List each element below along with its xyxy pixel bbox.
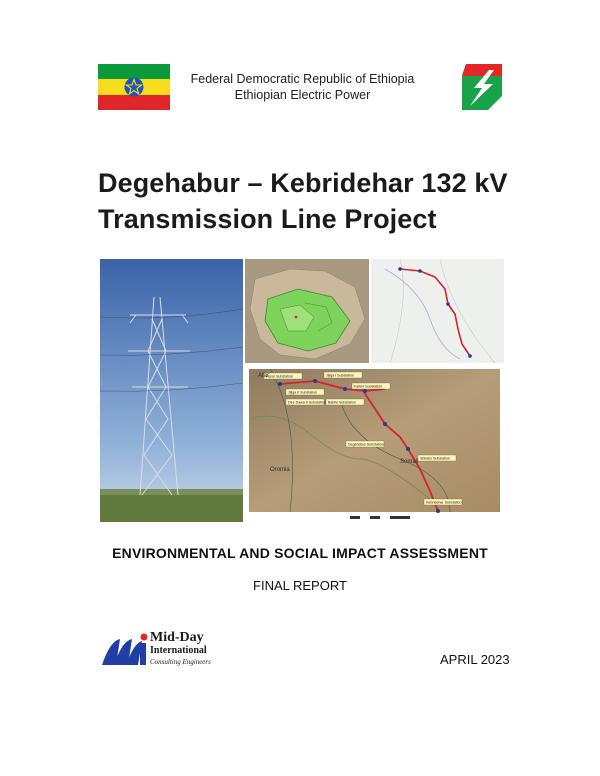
project-title: [98, 165, 518, 237]
substation-label: Babile Substation: [328, 400, 356, 405]
ethiopian-flag: [98, 64, 170, 110]
substation-label: Jijiga I Substation: [326, 373, 355, 378]
region-label: Somali: [400, 459, 419, 465]
header-agency: Ethiopian Electric Power: [234, 88, 371, 102]
star-emblem-icon: [124, 77, 144, 97]
header-institution: [180, 71, 425, 103]
substation-label: Dire Dawa II Substation: [288, 400, 326, 405]
substation-label: Kebridehar Substation: [426, 500, 462, 505]
substation-label: Jijiga II Substation: [288, 390, 318, 395]
substation-label: Degehabur Substation: [348, 442, 384, 447]
substation-label: Shilabo Substation: [420, 456, 450, 461]
consultant-name-line3: Consulting Engineers: [150, 658, 211, 666]
mid-day-logo-icon: [100, 629, 150, 673]
report-date: APRIL 2023: [440, 652, 510, 667]
project-title-line1: Degehabur – Kebridehar 132 kV: [98, 168, 508, 198]
project-title-line2: Transmission Line Project: [98, 204, 437, 234]
cover-collage: [100, 259, 504, 522]
route-overview-map: [371, 259, 504, 363]
transmission-tower-photo: [100, 259, 243, 522]
substation-label: Fafem Substation: [354, 384, 383, 389]
region-label: Afar: [258, 373, 270, 379]
consultant-name-line1: Mid-Day: [150, 630, 204, 645]
header-government: Federal Democratic Republic of Ethiopia: [190, 72, 415, 86]
substation-label: Harar Substation: [266, 374, 293, 379]
region-label: Oromia: [270, 467, 290, 473]
report-status: FINAL REPORT: [253, 578, 347, 593]
report-type: ENVIRONMENTAL AND SOCIAL IMPACT ASSESSMENT: [112, 545, 488, 561]
consultant-name: [150, 630, 204, 645]
eep-logo-icon: [458, 62, 506, 112]
ethiopia-region-map: [245, 259, 369, 363]
consultant-name-line2: International: [150, 645, 207, 656]
